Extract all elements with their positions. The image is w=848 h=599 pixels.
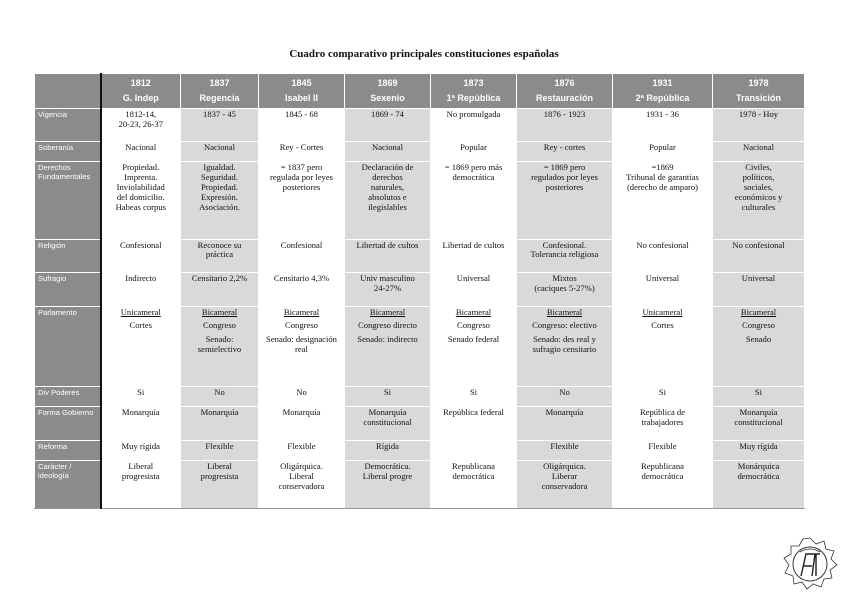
cell-line: Liberar: [551, 470, 578, 481]
cell-line: Propiedad.: [122, 162, 160, 173]
row-header: Sufragio: [35, 273, 101, 307]
table-cell: [431, 306, 517, 386]
table-cell: [259, 142, 345, 162]
table-cell: [181, 306, 259, 386]
cell-line: Oligárquica.: [280, 460, 323, 471]
cell-line: Flexible: [550, 440, 579, 451]
cell-line: democrática: [641, 470, 684, 481]
table-cell: [613, 239, 713, 273]
cell-line: Indirecto: [125, 273, 157, 284]
cell-line: 1978 - Hoy: [738, 108, 779, 119]
table-cell: [101, 239, 181, 273]
table-cell: [259, 407, 345, 441]
cell-line: Si: [383, 386, 392, 397]
cell-line: Liberal progre: [362, 470, 413, 481]
table-row: [35, 273, 805, 307]
column-header: 1812 G. Indep: [101, 74, 181, 109]
table-cell: [101, 162, 181, 239]
table-cell: [713, 306, 805, 386]
cell-line: Popular: [460, 142, 487, 153]
row-header: Forma Gobierno: [35, 407, 101, 441]
table-cell: [517, 407, 613, 441]
cell-line: Monarquía: [368, 407, 407, 418]
cell-line: del domicilio.: [116, 192, 165, 203]
cell-line: (caciques 5-27%): [534, 282, 595, 293]
cell-line: República federal: [443, 407, 504, 418]
table-cell: [181, 108, 259, 142]
cell-line: democrática: [452, 172, 495, 183]
column-header: 1869 Sexenio: [345, 74, 431, 109]
column-header: 1876 Restauración: [517, 74, 613, 109]
cell-line: conservadora: [541, 480, 588, 491]
cell-line: Muy rígida: [739, 440, 778, 451]
cell-line: Igualdad.: [203, 162, 236, 173]
table-cell: [345, 273, 431, 307]
constitutions-table: [34, 73, 805, 509]
cell-line: Liberal: [289, 470, 314, 481]
table-cell: [713, 162, 805, 239]
cell-line: 1812-14,: [125, 108, 157, 119]
cell-line: Democrática.: [364, 460, 411, 471]
table-cell: [713, 407, 805, 441]
cell-line: Imprenta.: [124, 172, 158, 183]
table-cell: [259, 239, 345, 273]
cell-line: 1931 - 36: [646, 108, 679, 119]
table-cell: [345, 460, 431, 508]
table-cell: [613, 273, 713, 307]
cell-line: No promulgada: [446, 108, 501, 119]
table-row: [35, 386, 805, 406]
cell-line: Declaración de: [361, 162, 414, 173]
table-row: [35, 306, 805, 386]
chamber-detail: Senado: designación real: [266, 334, 337, 355]
table-cell: [345, 142, 431, 162]
cell-line: = 1869 pero más: [444, 162, 503, 173]
table-cell: [431, 239, 517, 273]
column-header: 1873 1ª República: [431, 74, 517, 109]
row-header: Vigencia: [35, 108, 101, 142]
chamber-detail: Senado: semielectivo: [197, 334, 242, 355]
cell-line: Nacional: [125, 142, 157, 153]
table-row: [35, 162, 805, 239]
column-header: 1931 2ª República: [613, 74, 713, 109]
cell-line: constitucional: [734, 416, 783, 427]
cell-line: Censitario 4,3%: [273, 273, 330, 284]
table-cell: [613, 142, 713, 162]
cell-line: económicos y: [734, 192, 783, 203]
table-cell: [101, 273, 181, 307]
table-cell: [613, 108, 713, 142]
table-cell: [345, 407, 431, 441]
table-cell: [517, 460, 613, 508]
table-cell: [101, 306, 181, 386]
table-cell: [259, 273, 345, 307]
chamber-type: Bicameral: [740, 306, 777, 317]
table-cell: [517, 142, 613, 162]
cell-line: regulada por leyes: [270, 172, 333, 183]
cell-line: (derecho de amparo): [626, 182, 699, 193]
cell-line: Monárquica: [737, 460, 780, 471]
cell-line: No: [296, 386, 307, 397]
cell-line: Monarquía: [545, 407, 584, 418]
table-cell: [101, 440, 181, 460]
table-cell: [345, 162, 431, 239]
cell-line: Civiles,: [745, 162, 772, 173]
cell-line: 1845 - 68: [285, 108, 318, 119]
cell-line: Muy rígida: [121, 440, 160, 451]
cell-line: Si: [137, 386, 145, 397]
chamber-type: Bicameral: [283, 306, 320, 317]
row-header: Religión: [35, 239, 101, 273]
table-cell: [181, 460, 259, 508]
cell-line: Confesional: [280, 239, 323, 250]
cell-line: absolutos e: [368, 192, 407, 203]
chamber-type: Bicameral: [201, 306, 238, 317]
cell-line: Inviolabilidad: [116, 182, 165, 193]
cell-line: Libertad de cultos: [356, 239, 419, 250]
cell-line: =1869: [651, 162, 674, 173]
page-title: Cuadro comparativo principales constituciones españolas: [289, 48, 559, 60]
table-cell: [431, 142, 517, 162]
cell-line: derechos: [372, 172, 403, 183]
cell-line: Seguridad.: [201, 172, 238, 183]
table-cell: [101, 108, 181, 142]
cell-line: Rey - cortes: [543, 142, 586, 153]
cell-line: Confesional: [119, 239, 162, 250]
table-cell: [101, 142, 181, 162]
cell-line: Tribunal de garantías: [626, 172, 699, 183]
cell-line: Universal: [456, 273, 491, 284]
table-cell: [517, 440, 613, 460]
table-cell: [345, 108, 431, 142]
cell-line: Nacional: [371, 142, 404, 153]
cell-line: constitucional: [363, 416, 412, 427]
table-cell: [181, 142, 259, 162]
table-cell: [431, 386, 517, 406]
table-cell: [517, 162, 613, 239]
table-cell: [517, 239, 613, 273]
cell-line: Monarquía: [739, 407, 778, 418]
chamber-detail: Senado: indirecto: [357, 334, 418, 345]
cell-line: Universal: [645, 273, 680, 284]
table-cell: [613, 162, 713, 239]
chamber-detail: Senado: des real y sufragio censitario: [532, 334, 597, 355]
cell-line: Si: [469, 386, 478, 397]
table-cell: [613, 440, 713, 460]
chamber-detail: Senado federal: [447, 334, 500, 345]
cell-line: Si: [754, 386, 763, 397]
table-cell: [431, 273, 517, 307]
cell-line: Reconoce su: [197, 239, 242, 250]
cell-line: Habeas corpus: [115, 201, 166, 212]
table-cell: [181, 440, 259, 460]
cell-line: Censitario 2,2%: [191, 273, 248, 284]
cell-line: Flexible: [205, 440, 234, 451]
table-cell: [431, 108, 517, 142]
chamber-type: Unicameral: [642, 306, 683, 317]
row-header: Carácter / ideología: [35, 460, 101, 508]
table-cell: [613, 306, 713, 386]
cell-line: Monarquía: [121, 407, 160, 418]
cell-line: Expresión.: [201, 192, 238, 203]
cell-line: democrática: [737, 470, 780, 481]
table-row: [35, 440, 805, 460]
table-cell: [431, 407, 517, 441]
cell-line: Popular: [649, 142, 676, 153]
row-header: Reforma: [35, 440, 101, 460]
table-cell: [101, 386, 181, 406]
cell-line: No: [559, 386, 570, 397]
cell-line: políticos,: [742, 172, 775, 183]
cell-line: progresista: [200, 470, 239, 481]
chamber-detail: Congreso: [742, 320, 775, 331]
table-cell: [713, 440, 805, 460]
cell-line: Nacional: [742, 142, 775, 153]
table-row: [35, 142, 805, 162]
table-cell: [181, 386, 259, 406]
table-row: [35, 239, 805, 273]
cell-line: Propiedad.: [201, 182, 238, 193]
table-cell: [713, 273, 805, 307]
table-cell: [101, 407, 181, 441]
column-header: 1837 Regencia: [181, 74, 259, 109]
table-cell: [181, 407, 259, 441]
chamber-detail: Congreso directo: [358, 320, 417, 331]
table-cell: [259, 440, 345, 460]
seal-logo: [782, 536, 838, 590]
table-cell: [713, 386, 805, 406]
row-header: Parlamento: [35, 306, 101, 386]
cell-line: sociales,: [743, 182, 774, 193]
table-cell: [713, 239, 805, 273]
table-cell: [517, 108, 613, 142]
cell-line: Si: [658, 386, 667, 397]
row-header: Div Poderes: [35, 386, 101, 406]
table-row: [35, 108, 805, 142]
table-cell: [613, 460, 713, 508]
cell-line: naturales,: [370, 182, 405, 193]
chamber-detail: Congreso: [203, 320, 236, 331]
header-corner: [35, 74, 101, 109]
header-row: [35, 74, 805, 109]
cell-line: = 1837 pero: [280, 162, 323, 173]
cell-line: No: [214, 386, 225, 397]
chamber-detail: Congreso: electivo: [532, 320, 597, 331]
cell-line: Liberal: [207, 460, 232, 471]
table-cell: [345, 306, 431, 386]
chamber-type: Bicameral: [369, 306, 406, 317]
chamber-type: Bicameral: [546, 306, 583, 317]
row-header: Soberanía: [35, 142, 101, 162]
chamber-detail: Cortes: [129, 320, 152, 331]
cell-line: 1869 - 74: [371, 108, 404, 119]
table-cell: [259, 108, 345, 142]
cell-line: Mixtos: [552, 273, 577, 284]
cell-line: Asociación.: [199, 201, 240, 212]
table-cell: [259, 386, 345, 406]
cell-line: Tolerancia religiosa: [530, 249, 599, 260]
table-cell: [713, 108, 805, 142]
table-cell: [613, 407, 713, 441]
table-cell: [517, 273, 613, 307]
column-header: 1978 Transición: [713, 74, 805, 109]
table-cell: [713, 460, 805, 508]
cell-line: Flexible: [287, 440, 316, 451]
cell-line: posteriores: [282, 182, 321, 193]
table-cell: [181, 273, 259, 307]
table-cell: [345, 440, 431, 460]
cell-line: 20-23, 26-37: [118, 118, 163, 129]
cell-line: ilegislables: [368, 201, 407, 212]
table-cell: [613, 386, 713, 406]
table-cell: [259, 306, 345, 386]
chamber-detail: Congreso: [285, 320, 318, 331]
table-row: [35, 407, 805, 441]
chamber-detail: Congreso: [457, 320, 490, 331]
cell-line: Republicana: [452, 460, 495, 471]
cell-line: Nacional: [203, 142, 236, 153]
cell-line: No confesional: [732, 239, 785, 250]
table-cell: [259, 162, 345, 239]
table-cell: [713, 142, 805, 162]
cell-line: Universal: [741, 273, 776, 284]
table-cell: [431, 440, 517, 460]
cell-line: Rígida: [376, 440, 399, 451]
table-cell: [181, 162, 259, 239]
cell-line: práctica: [205, 249, 234, 260]
cell-line: progresista: [121, 470, 160, 481]
cell-line: Republicana: [641, 460, 684, 471]
cell-line: conservadora: [278, 480, 325, 491]
table-cell: [181, 239, 259, 273]
cell-line: = 1869 pero: [543, 162, 586, 173]
table-cell: [517, 306, 613, 386]
cell-line: Confesional.: [542, 239, 587, 250]
table-cell: [259, 460, 345, 508]
cell-line: Oligárquica.: [543, 460, 586, 471]
chamber-detail: Cortes: [651, 320, 674, 331]
cell-line: 1876 - 1923: [543, 108, 586, 119]
cell-line: Monarquía: [282, 407, 321, 418]
table-cell: [517, 386, 613, 406]
cell-line: trabajadores: [641, 416, 684, 427]
cell-line: posteriores: [545, 182, 584, 193]
table-row: [35, 460, 805, 508]
cell-line: Univ masculino: [360, 273, 415, 284]
table-cell: [431, 162, 517, 239]
table-cell: [101, 460, 181, 508]
cell-line: República de: [639, 407, 686, 418]
chamber-type: Bicameral: [455, 306, 492, 317]
table-cell: [345, 386, 431, 406]
cell-line: democrática: [452, 470, 495, 481]
cell-line: Rey - Cortes: [279, 142, 324, 153]
cell-line: Flexible: [648, 440, 677, 451]
cell-line: culturales: [741, 201, 776, 212]
cell-line: 1837 - 45: [203, 108, 236, 119]
cell-line: Liberal: [128, 460, 154, 471]
cell-line: No confesional: [636, 239, 689, 250]
cell-line: 24-27%: [373, 282, 402, 293]
row-header: Derechos Fundamentales: [35, 162, 101, 239]
column-header: 1845 Isabel II: [259, 74, 345, 109]
chamber-type: Unicameral: [120, 306, 161, 317]
cell-line: Monarquía: [200, 407, 239, 418]
chamber-detail: Senado: [745, 334, 772, 345]
cell-line: Libertad de cultos: [442, 239, 505, 250]
table-cell: [431, 460, 517, 508]
cell-line: regulados por leyes: [531, 172, 598, 183]
table-cell: [345, 239, 431, 273]
